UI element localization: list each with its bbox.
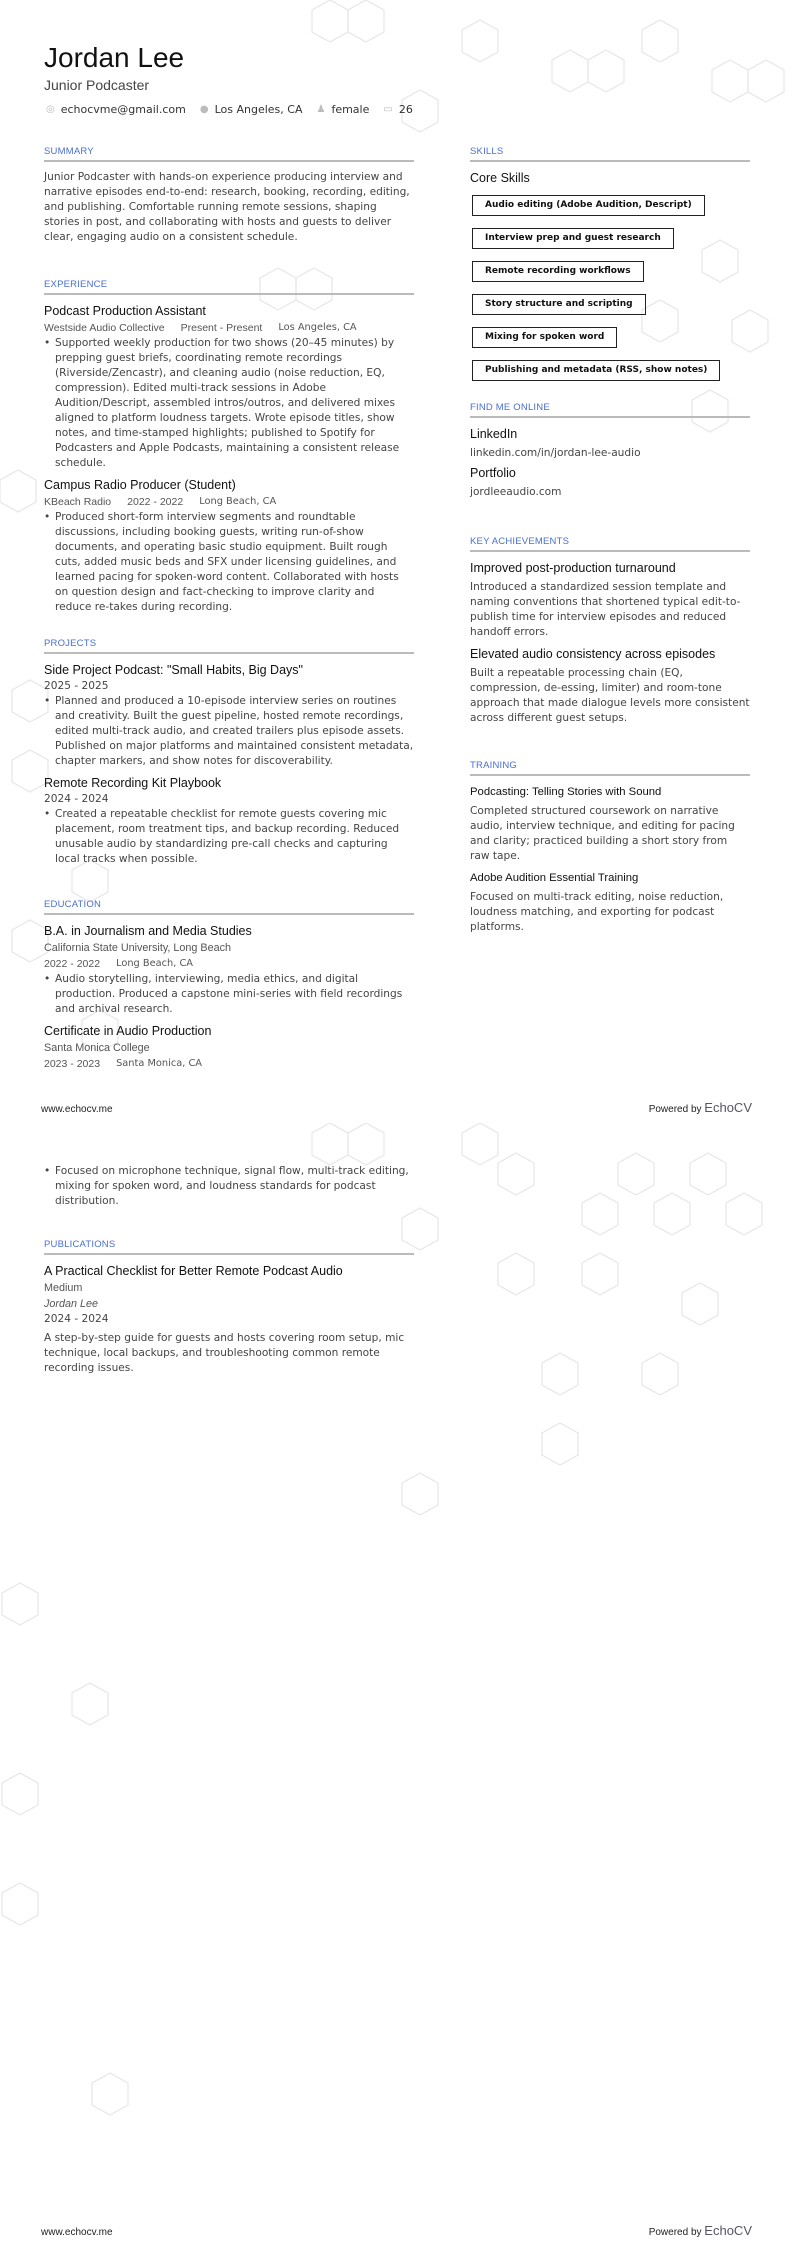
dates: 2023 - 2023	[44, 1058, 101, 1070]
project-item	[44, 662, 414, 769]
bullet: • Produced short-form interview segments and roundtable discussions, including booking guests, writing run-of-show documents, and operating basic studio equipment. Built rough cuts, added music beds and SFX under licensing guidelines, and learned pacing for spoken-word content. Collaborated with hosts on question design and fact-checking to improve clarity and reduce re-takes during recording.	[44, 510, 414, 615]
skill-tag: Story structure and scripting	[472, 294, 646, 315]
section-heading: KEY ACHIEVEMENTS	[470, 536, 750, 552]
section-heading: TRAINING	[470, 760, 750, 776]
candidate-title: Junior Podcaster	[44, 77, 150, 93]
skill-tag: Publishing and metadata (RSS, show notes)	[472, 360, 720, 381]
education-item	[44, 923, 414, 1017]
skills-section	[470, 146, 750, 390]
online-section	[470, 402, 750, 500]
school: Santa Monica College	[44, 1042, 150, 1054]
achievement-text: Built a repeatable processing chain (EQ, compression, de-essing, limiter) and room-tone approach that made dialogue levels more consistent across different guest setups.	[470, 667, 750, 724]
experience-item	[44, 477, 414, 615]
linkedin-link[interactable]: linkedin.com/in/jordan-lee-audio	[470, 447, 641, 459]
location: Santa Monica, CA	[116, 1058, 202, 1069]
training-title: Adobe Audition Essential Training	[470, 872, 639, 884]
achievement-title: Improved post-production turnaround	[470, 561, 676, 575]
degree: Certificate in Audio Production	[44, 1024, 212, 1038]
projects-section	[44, 638, 414, 873]
section-heading: PUBLICATIONS	[44, 1239, 414, 1255]
job-title: Campus Radio Producer (Student)	[44, 478, 236, 492]
publications-section	[44, 1239, 414, 1376]
achievement-text: Introduced a standardized session template and naming conventions that shortened typical edit-to-publish time for interview episodes and reduced handoff errors.	[470, 581, 741, 638]
publisher: Medium	[44, 1282, 83, 1294]
section-heading: PROJECTS	[44, 638, 414, 654]
skill-tag: Interview prep and guest research	[472, 228, 674, 249]
link-label: LinkedIn	[470, 427, 518, 441]
section-heading: EDUCATION	[44, 899, 414, 915]
company: Westside Audio Collective	[44, 322, 165, 334]
location: Long Beach, CA	[116, 958, 194, 969]
degree: B.A. in Journalism and Media Studies	[44, 924, 252, 938]
project-title: Remote Recording Kit Playbook	[44, 776, 222, 790]
publication-description: A step-by-step guide for guests and hosts covering room setup, mic technique, local backups, and troubleshooting common remote recording issues.	[44, 1332, 405, 1374]
footer-powered-by	[649, 1100, 752, 1115]
dates: 2022 - 2022	[127, 496, 184, 508]
section-heading: SKILLS	[470, 146, 750, 162]
location: Los Angeles, CA	[278, 322, 357, 333]
contact-info	[46, 103, 413, 116]
dates: 2022 - 2022	[44, 958, 101, 970]
gender: female	[331, 103, 370, 116]
dates: 2025 - 2025	[44, 680, 109, 692]
bullet: • Audio storytelling, interviewing, media ethics, and digital production. Produced a capstone mini-series with field recordings and archival research.	[44, 972, 414, 1017]
education-item	[44, 1023, 414, 1072]
experience-item	[44, 303, 414, 471]
achievements-section	[470, 536, 750, 732]
training-text: Completed structured coursework on narrative audio, interview technique, and editing for pacing and clarity; practiced building a short story from raw tape.	[470, 805, 735, 862]
section-heading: FIND ME ONLINE	[470, 402, 750, 418]
brand-logo[interactable]: EchoCV	[704, 1100, 752, 1115]
project-title: Side Project Podcast: "Small Habits, Big Days"	[44, 663, 303, 677]
brand-logo[interactable]: EchoCV	[704, 2223, 752, 2238]
training-title: Podcasting: Telling Stories with Sound	[470, 786, 662, 798]
email-icon: ◎	[46, 104, 55, 115]
dates: 2024 - 2024	[44, 793, 109, 805]
skill-tag: Remote recording workflows	[472, 261, 644, 282]
location-pin-icon: ●	[199, 104, 209, 115]
company: KBeach Radio	[44, 496, 112, 508]
dates: 2024 - 2024	[44, 1313, 109, 1325]
publication-title: A Practical Checklist for Better Remote Podcast Audio	[44, 1264, 343, 1278]
summary-text: Junior Podcaster with hands-on experience producing interview and narrative episodes end-to-end: research, booking, recording, editing, and publishing. Comfortable running remote sessions, shaping stories in post, and collaborating with hosts and guests to deliver clear, engaging audio on a consistent schedule.	[44, 171, 410, 243]
bullet: • Created a repeatable checklist for remote guests covering mic placement, room treatment tips, and backup recording. Reduced unusable audio by standardizing pre-call checks and capturing local tracks when possible.	[44, 807, 414, 867]
footer-powered-by	[649, 2223, 752, 2238]
resume-page-2	[0, 1123, 794, 2246]
training-text: Focused on multi-track editing, noise reduction, loudness matching, and exporting for podcast platforms.	[470, 891, 724, 933]
person-icon: ♟	[316, 104, 326, 115]
summary-section	[44, 146, 414, 245]
achievement-title: Elevated audio consistency across episodes	[470, 647, 716, 661]
section-heading: EXPERIENCE	[44, 279, 414, 295]
training-section	[470, 760, 750, 941]
job-title: Podcast Production Assistant	[44, 304, 206, 318]
age: 26	[398, 103, 413, 116]
skill-tag: Mixing for spoken word	[472, 327, 617, 348]
link-label: Portfolio	[470, 466, 516, 480]
bullet: • Planned and produced a 10-episode interview series on routines and creativity. Built the guest pipeline, hosted remote recordings, edited multi-track audio, and created trailers plus episode assets. Published on major platforms and maintained consistent metadata, chapter markers, and show notes for discoverability.	[44, 694, 414, 769]
calendar-icon: ▭	[383, 104, 393, 115]
location: Los Angeles, CA	[214, 103, 303, 116]
section-heading: SUMMARY	[44, 146, 414, 162]
experience-section	[44, 279, 414, 621]
skill-group-title: Core Skills	[470, 171, 530, 185]
portfolio-link[interactable]: jordleeaudio.com	[470, 486, 562, 498]
education-continued	[44, 1164, 414, 1209]
skill-tag: Audio editing (Adobe Audition, Descript)	[472, 195, 705, 216]
school: California State University, Long Beach	[44, 942, 232, 954]
powered-label: Powered by	[648, 2227, 702, 2238]
project-item	[44, 775, 414, 867]
bullet: • Supported weekly production for two shows (20–45 minutes) by prepping guest briefs, coordinating remote recordings (Riverside/Zencastr), and cleaning audio (noise reduction, EQ, compression). Edited multi-track sessions in Adobe Audition/Descript, assembled intros/outros, and delivered mixes aligned to platform loudness targets. Wrote episode titles, show notes, and time-stamped highlights; published to Spotify for Podcasters and Apple Podcasts, maintaining a consistent release schedule.	[44, 336, 414, 471]
location: Long Beach, CA	[199, 496, 277, 507]
candidate-name: Jordan Lee	[44, 42, 185, 73]
education-section	[44, 899, 414, 1078]
footer-website[interactable]: www.echocv.me	[41, 2227, 113, 2238]
email[interactable]: echocvme@gmail.com	[60, 103, 186, 116]
powered-label: Powered by	[648, 1104, 702, 1115]
author: Jordan Lee	[44, 1298, 99, 1310]
dates: Present - Present	[180, 322, 263, 334]
bullet: • Focused on microphone technique, signal flow, multi-track editing, mixing for spoken word, and loudness standards for podcast distribution.	[44, 1164, 414, 1209]
footer-website[interactable]: www.echocv.me	[41, 1104, 113, 1115]
